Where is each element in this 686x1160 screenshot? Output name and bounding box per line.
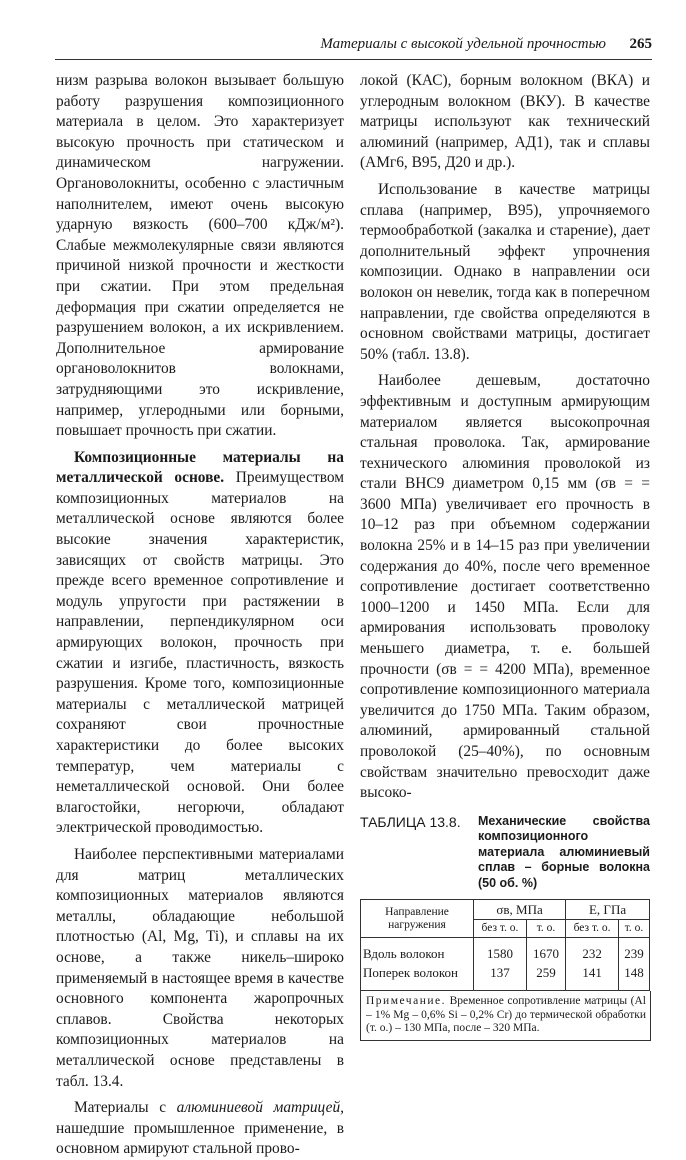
page-number: 265 (629, 36, 652, 52)
paragraph: Наиболее дешевым, достаточно эффективным и доступным армирующим материалом является высокопрочная стальная проволока. Так, армирование технического алюминия проволокой из стали ВНС9 диаметром 0,15 мм (σв = = 3600 МПа) увеличивает его прочность в 10–12 раз при объемном содержании волокна 25% и в 14–15 раз при увеличении содержания до 40%, после чего временное сопротивление достигает соответственно 1000–1200 и 1450 МПа. Если для армирования использовать проволоку меньшего диаметра, т. е. большей прочности (σв = = 4200 МПа), временное сопротивление композиционного материала увеличится до 1750 МПа. Таким образом, алюминий, армированный стальной проволокой (25–40%), по основным свойствам значительно превосходит даже высоко- (360, 372, 650, 802)
section-heading: Композиционные материалы на металлической основе. (56, 448, 344, 487)
cell: 239 (619, 938, 650, 964)
running-header (55, 36, 652, 56)
column-header-modulus: E, ГПа (566, 900, 650, 920)
paragraph: низм разрыва волокон вызывает большую работу разрушения композиционного материала в целом. Это характеризует высокую прочность при статическом и динамическом нагружении. Органоволокниты, особенно с эластичным наполнителем, имеют очень высокую ударную вязкость (600–700 кДж/м²). Слабые межмолекулярные связи являются причиной низкой прочности и жесткости при сжатии. При этом предельная деформация при сжатии определяется не разрушением волокон, а их искривлением. Дополнительное армирование органоволокнитов волокнами, затрудняющими это искривление, например, углеродными или борными, повышает прочность при сжатии. (56, 72, 344, 440)
cell: 1580 (474, 938, 527, 964)
paragraph-text: Материалы с (74, 1099, 177, 1117)
table-label: ТАБЛИЦА 13.8. (360, 813, 461, 830)
emphasis: алюминиевой матрицей, (176, 1099, 344, 1117)
subheader-with-treatment: т. о. (526, 920, 565, 938)
table-row (361, 938, 650, 964)
header-title: Материалы с высокой удельной прочностью (320, 36, 606, 52)
note-label: Примечание. (366, 995, 446, 1008)
table-note (360, 991, 651, 1040)
cell: 232 (566, 938, 619, 964)
note-text: Временное сопротивление матрицы (Al – 1% Mg – 0,6% Si – 0,2% Cr) до термической обработки (т. о.) – 130 МПа, после – 320 МПа. (366, 995, 646, 1035)
cell: 148 (619, 963, 650, 991)
right-column (360, 71, 650, 1041)
row-direction: Поперек волокон (361, 963, 474, 991)
paragraph (56, 448, 344, 839)
table-title: Механические свойства композиционного материала алюминиевый сплав – борные волокна (50 об. %) (478, 813, 650, 890)
properties-table (360, 899, 650, 991)
cell: 259 (526, 963, 565, 991)
paragraph-text: Преимуществом композиционных материалов на металлической основе являются более высокие значения характеристик, зависящих от свойств матрицы. Это прежде всего временное сопротивление и модуль упругости при растяжении в направлении, перпендикулярном оси армирующих волокон, прочность при сжатии и изгибе, пластичность, вязкость разрушения. Кроме того, композиционные материалы с металлической матрицей сохраняют свои прочностные характеристики до более высоких температур, чем материалы с неметаллической основой. Они более влагостойки, негорючи, обладают электрической проводимостью. (56, 469, 344, 837)
table-caption (360, 814, 650, 892)
left-column (56, 71, 344, 1160)
column-header-direction: Направление нагружения (361, 900, 474, 938)
cell: 1670 (526, 938, 565, 964)
paragraph: Наиболее перспективными материалами для матриц металлических композиционных материалов являются металлы, обладающие небольшой плотностью (Al, Mg, Ti), и сплавы на их основе, а также никель–широко применяемый в настоящее время в качестве основного компонента жаропрочных сплавов. Свойства некоторых композиционных материалов на металлической основе представлены в табл. 13.4. (56, 845, 344, 1090)
subheader-with-treatment: т. о. (619, 920, 650, 938)
cell: 137 (474, 963, 527, 991)
paragraph (56, 1098, 344, 1160)
paragraph: Использование в качестве матрицы сплава (например, В95), упрочняемого термообработкой (закалка и старение), дает дополнительный эффект упрочнения композиции. Однако в направлении оси волокон он невелик, тогда как в поперечном направлении, где свойства определяются в основном свойствами матрицы, достигает 50% (табл. 13.8). (360, 180, 650, 363)
paragraph: локой (КАС), борным волокном (ВКА) и углеродным волокном (ВКУ). В качестве матрицы используют как технический алюминий (например, АД1), так и сплавы (АМг6, В95, Д20 и др.). (360, 72, 650, 172)
table-row (361, 963, 650, 991)
subheader-without-treatment: без т. о. (566, 920, 619, 938)
cell: 141 (566, 963, 619, 991)
column-header-sigma: σв, МПа (474, 900, 566, 920)
row-direction: Вдоль волокон (361, 938, 474, 964)
paragraph-text: нашедшие промышленное применение, в основном армируют стальной прово- (56, 1119, 344, 1158)
header-rule (55, 59, 652, 60)
subheader-without-treatment: без т. о. (474, 920, 527, 938)
